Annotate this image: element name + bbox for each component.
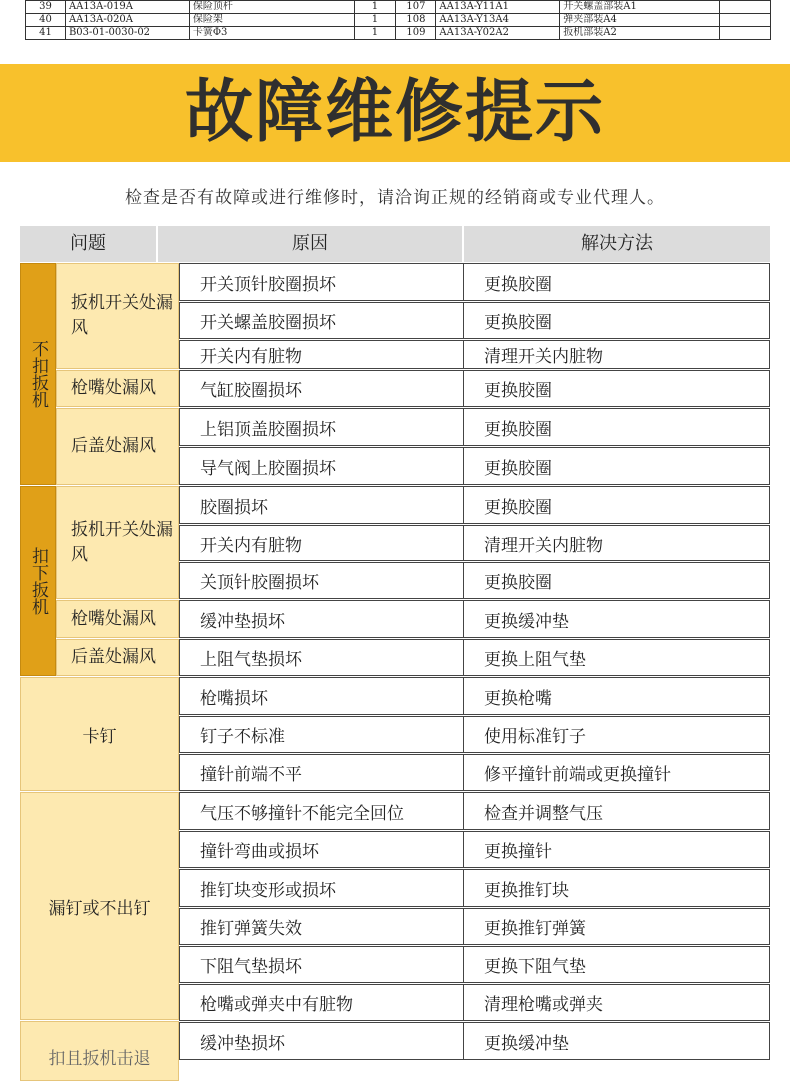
solution-cell: 更换胶圈 [463,562,770,599]
cause-cell: 撞针前端不平 [179,754,464,791]
cause-cell: 开关内有脏物 [179,525,464,561]
parts-cell-a-qty: 1 [354,1,396,14]
solution-cell: 修平撞针前端或更换撞针 [463,754,770,791]
solution-cell: 更换推钉弹簧 [463,908,770,945]
cause-cell: 上阻气垫损坏 [179,639,464,676]
parts-row [26,1,771,14]
parts-table [25,0,771,40]
parts-cell-b-code: AA13A-Y11A1 [436,1,560,14]
solution-cell: 检查并调整气压 [463,792,770,830]
sub-trigger-switch-leak-2: 扳机开关处漏风 [56,486,179,599]
solution-cell: 更换下阻气垫 [463,946,770,983]
solution-cell: 更换推钉块 [463,869,770,907]
cause-cell: 钉子不标准 [179,716,464,753]
cause-cell: 枪嘴或弹夹中有脏物 [179,984,464,1021]
parts-cell-a-name: 保险顶杆 [189,1,354,14]
sub-trigger-switch-leak: 扳机开关处漏风 [56,263,179,369]
parts-cell-a-code: AA13A-020A [65,14,189,27]
parts-cell-b-no: 108 [396,14,436,27]
cause-cell: 推钉块变形或损坏 [179,869,464,907]
parts-cell-a-no: 39 [26,1,66,14]
solution-cell: 更换胶圈 [463,408,770,446]
service-note: 检查是否有故障或进行维修时，请洽询正规的经销商或专业代理人。 [125,188,665,208]
sub-nozzle-leak-2: 枪嘴处漏风 [56,600,179,638]
parts-cell-b-no: 107 [396,1,436,14]
parts-cell-empty [720,1,771,14]
header-solution: 解决方法 [464,226,770,262]
sub-back-cover-leak-2: 后盖处漏风 [56,639,179,676]
solution-cell: 清理枪嘴或弹夹 [463,984,770,1021]
solution-cell: 更换胶圈 [463,302,770,339]
solution-cell: 更换胶圈 [463,370,770,407]
parts-cell-b-name: 扳机部装A2 [560,27,720,40]
solution-cell: 更换撞针 [463,831,770,868]
cause-cell: 枪嘴损坏 [179,677,464,715]
solution-cell: 更换缓冲垫 [463,600,770,638]
cause-cell: 导气阀上胶圈损坏 [179,447,464,485]
cause-cell: 推钉弹簧失效 [179,908,464,945]
parts-row [26,14,771,27]
page-title: 故障维修提示 [184,73,605,152]
cause-cell: 撞针弯曲或损坏 [179,831,464,868]
parts-cell-b-no: 109 [396,27,436,40]
header-cause: 原因 [158,226,464,262]
cause-cell: 缓冲垫损坏 [179,600,464,638]
solution-cell: 使用标准钉子 [463,716,770,753]
solution-cell: 更换缓冲垫 [463,1022,770,1060]
parts-cell-empty [720,14,771,27]
group-missing-nail: 漏钉或不出钉 [20,792,179,1020]
group-nail-jam: 卡钉 [20,677,179,791]
solution-cell: 清理开关内脏物 [463,340,770,369]
cause-cell: 开关内有脏物 [179,340,464,369]
solution-cell: 更换胶圈 [463,263,770,301]
cause-cell: 缓冲垫损坏 [179,1022,464,1060]
group-last-partial: 扣且扳机击退 [20,1021,179,1081]
parts-cell-a-no: 40 [26,14,66,27]
cause-cell: 开关螺盖胶圈损坏 [179,302,464,339]
solution-cell: 更换上阻气垫 [463,639,770,676]
cause-cell: 关顶针胶圈损坏 [179,562,464,599]
parts-cell-a-name: 保险架 [189,14,354,27]
parts-cell-b-name: 弹夹部装A4 [560,14,720,27]
solution-cell: 更换胶圈 [463,447,770,485]
solution-cell: 清理开关内脏物 [463,525,770,561]
solution-cell: 更换枪嘴 [463,677,770,715]
sub-nozzle-leak: 枪嘴处漏风 [56,370,179,407]
parts-cell-a-code: B03-01-0030-02 [65,27,189,40]
parts-cell-a-code: AA13A-019A [65,1,189,14]
parts-cell-a-no: 41 [26,27,66,40]
header-problem: 问题 [20,226,158,262]
cause-cell: 上铝顶盖胶圈损坏 [179,408,464,446]
parts-cell-b-name: 开关螺盖部装A1 [560,1,720,14]
cause-cell: 下阻气垫损坏 [179,946,464,983]
parts-cell-b-code: AA13A-Y13A4 [436,14,560,27]
group-pull-trigger: 扣下扳机 [20,486,56,676]
parts-cell-b-code: AA13A-Y02A2 [436,27,560,40]
cause-cell: 开关顶针胶圈损坏 [179,263,464,301]
parts-cell-a-qty: 1 [354,27,396,40]
sub-back-cover-leak: 后盖处漏风 [56,408,179,485]
parts-cell-a-name: 卡簧Φ3 [189,27,354,40]
parts-row [26,27,771,40]
cause-cell: 胶圈损坏 [179,486,464,524]
parts-cell-a-qty: 1 [354,14,396,27]
group-no-pull-trigger: 不扣扳机 [20,263,56,485]
solution-cell: 更换胶圈 [463,486,770,524]
cause-cell: 气压不够撞针不能完全回位 [179,792,464,830]
cause-cell: 气缸胶圈损坏 [179,370,464,407]
parts-cell-empty [720,27,771,40]
